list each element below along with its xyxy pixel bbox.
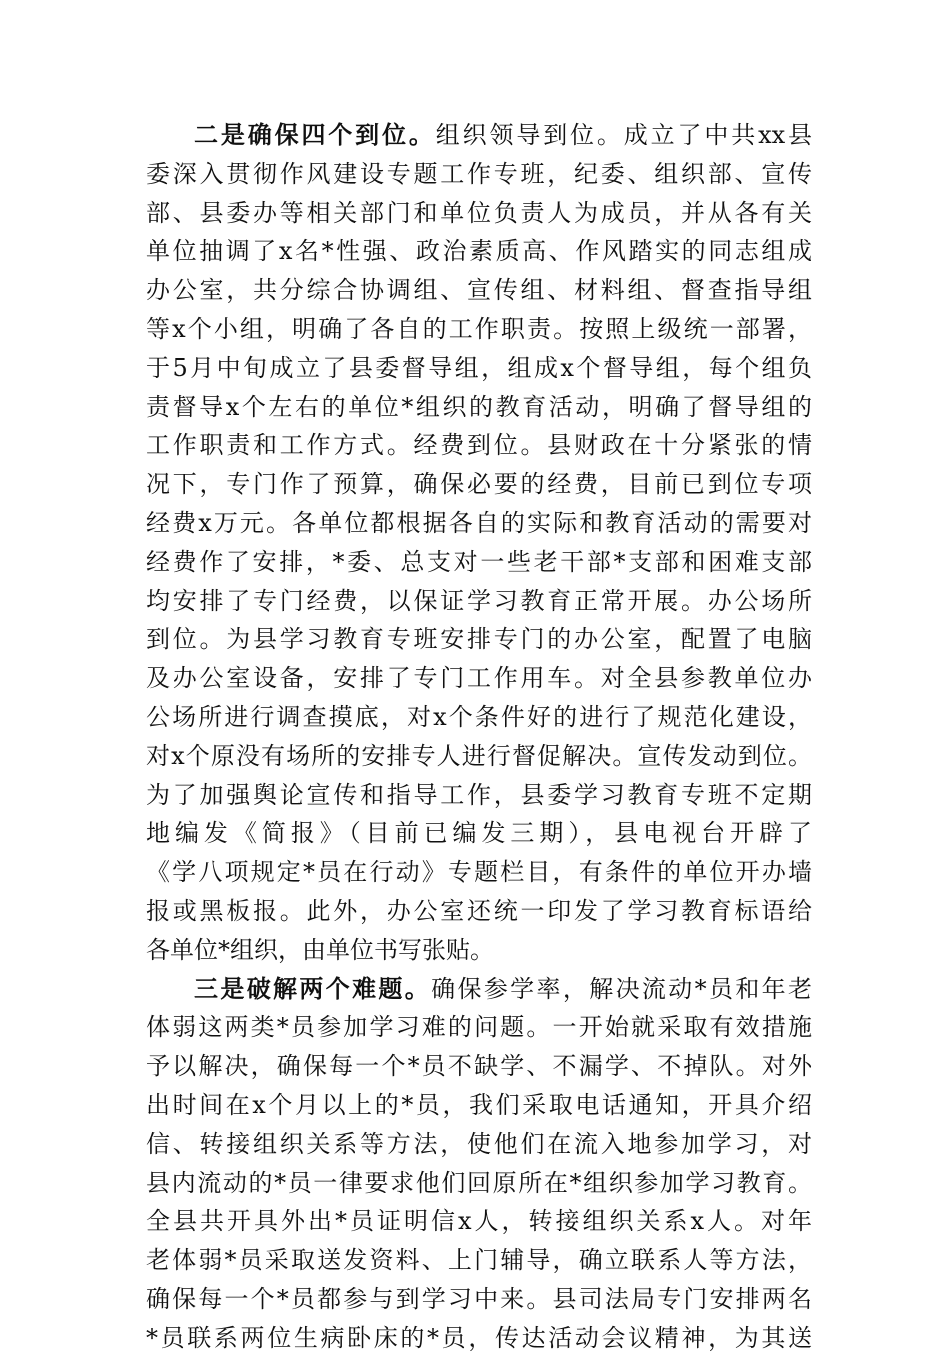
- text-line: 《学八项规定*员在行动》专题栏目，有条件的单位开办墙: [146, 858, 812, 887]
- text-line: 全县共开具外出*员证明信x人，转接组织关系x人。对年: [146, 1207, 812, 1236]
- text-line: 等x个小组，明确了各自的工作职责。按照上级统一部署，: [146, 314, 812, 343]
- text-line: *员联系两位生病卧床的*员，传达活动会议精神，为其送: [146, 1323, 812, 1352]
- text-line: 信、转接组织关系等方法，使他们在流入地参加学习，对: [146, 1129, 812, 1158]
- text-line: 体弱这两类*员参加学习难的问题。一开始就采取有效措施: [146, 1013, 812, 1042]
- text-line: 工作职责和工作方式。经费到位。县财政在十分紧张的情: [146, 431, 812, 460]
- text-line: 二是确保四个到位。组织领导到位。成立了中共xx县: [194, 120, 813, 149]
- text-line: 况下，专门作了预算，确保必要的经费，目前已到位专项: [146, 470, 812, 499]
- text-line: 公场所进行调查摸底，对x个条件好的进行了规范化建设，: [146, 702, 812, 731]
- text-line: 出时间在x个月以上的*员，我们采取电话通知，开具介绍: [146, 1090, 812, 1119]
- text-line: 经费x万元。各单位都根据各自的实际和教育活动的需要对: [146, 508, 812, 537]
- text-line: 单位抽调了x名*性强、政治素质高、作风踏实的同志组成: [146, 237, 812, 266]
- text-line: 办公室，共分综合协调组、宣传组、材料组、督查指导组: [146, 276, 812, 305]
- text-line: 经费作了安排，*委、总支对一些老干部*支部和困难支部: [146, 547, 812, 576]
- paragraph-lead: 二是确保四个到位。: [194, 120, 436, 149]
- text-line: 县内流动的*员一律要求他们回原所在*组织参加学习教育。: [146, 1168, 812, 1197]
- text-line: 部、县委办等相关部门和单位负责人为成员，并从各有关: [146, 198, 812, 227]
- text-line: 各单位*组织，由单位书写张贴。: [146, 935, 494, 964]
- text-line: 老体弱*员采取送发资料、上门辅导，确立联系人等方法，: [146, 1246, 812, 1275]
- text-line: 及办公室设备，安排了专门工作用车。对全县参教单位办: [146, 664, 812, 693]
- document-page: [146, 116, 812, 1358]
- text-line: 责督导x个左右的单位*组织的教育活动，明确了督导组的: [146, 392, 812, 421]
- text-line: 对x个原没有场所的安排专人进行督促解决。宣传发动到位。: [146, 741, 812, 770]
- text-line: 到位。为县学习教育专班安排专门的办公室，配置了电脑: [146, 625, 812, 654]
- text-line: 为了加强舆论宣传和指导工作，县委学习教育专班不定期: [146, 780, 812, 809]
- paragraph-two: [146, 116, 812, 970]
- text-line: 于5月中旬成立了县委督导组，组成x个督导组，每个组负: [146, 353, 812, 382]
- text-line: 予以解决，确保每一个*员不缺学、不漏学、不掉队。对外: [146, 1052, 812, 1081]
- text-line: 地编发《简报》（目前已编发三期），县电视台开辟了: [146, 819, 812, 848]
- text-line: 均安排了专门经费，以保证学习教育正常开展。办公场所: [146, 586, 812, 615]
- text-line: 委深入贯彻作风建设专题工作专班，纪委、组织部、宣传: [146, 159, 812, 188]
- paragraph-three: [146, 970, 812, 1358]
- paragraph-lead: 三是破解两个难题。: [194, 973, 432, 1003]
- text-line: 三是破解两个难题。确保参学率，解决流动*员和年老: [194, 973, 813, 1003]
- text-line: 报或黑板报。此外，办公室还统一印发了学习教育标语给: [146, 896, 812, 925]
- text-line: 确保每一个*员都参与到学习中来。县司法局专门安排两名: [146, 1284, 812, 1313]
